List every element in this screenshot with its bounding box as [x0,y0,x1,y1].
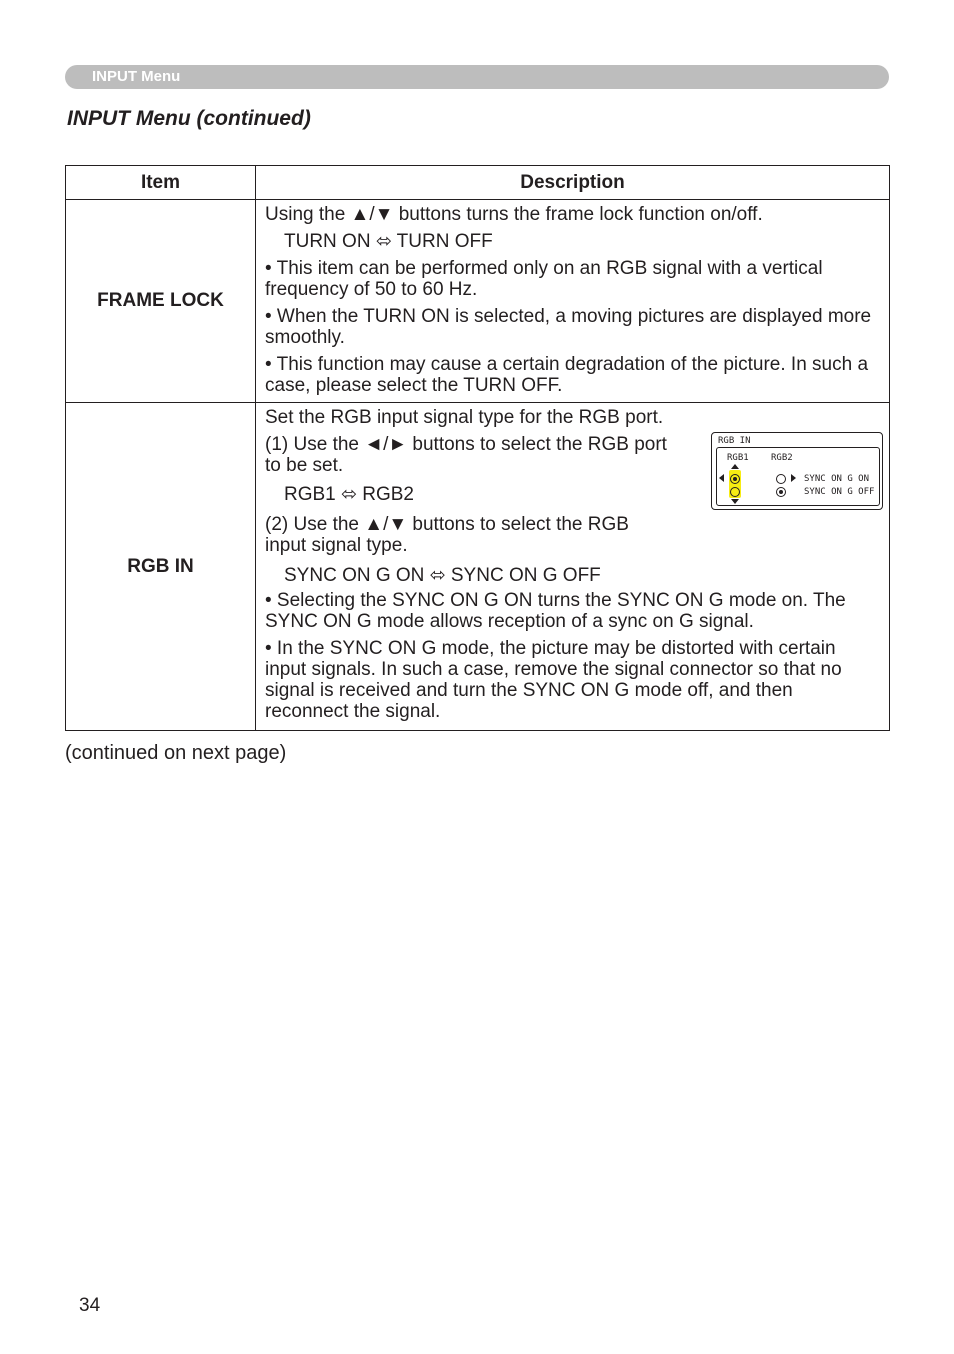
column-header-item: Item [66,166,256,200]
item-description-frame-lock [256,200,890,403]
page-title: INPUT Menu (continued) [67,107,311,130]
table-row-rgb-in [66,403,890,731]
osd-rgb1-label: RGB1 [727,453,749,463]
rgb-in-step-1: (1) Use the ◄/► buttons to select the RGB port to be set. [265,434,667,476]
rgb-in-step-2: (2) Use the ▲/▼ buttons to select the RGB input signal type. [265,514,629,556]
osd-up-arrow-icon [731,464,739,469]
osd-right-arrow-icon [791,474,796,482]
rgb-in-step-2-options: SYNC ON G ON ⬄ SYNC ON G OFF [284,565,601,586]
osd-rgb1-sync-off-radio-icon [730,487,740,497]
page-number: 34 [79,1295,101,1316]
rgb-in-content [265,407,881,722]
column-header-description: Description [256,166,890,200]
osd-down-arrow-icon [731,499,739,504]
osd-sync-on-label: SYNC ON G ON [804,474,870,484]
frame-lock-bullet-1: • This item can be performed only on an RGB signal with a vertical frequency of 50 to 60 Hz. [265,258,823,300]
description-table [65,165,890,731]
item-name-frame-lock: FRAME LOCK [66,200,256,403]
frame-lock-bullet-2: • When the TURN ON is selected, a moving pictures are displayed more smoothly. [265,306,872,348]
rgb-in-step-1-options: RGB1 ⬄ RGB2 [284,484,414,505]
rgb-in-osd-menu [711,432,883,510]
rgb-in-bullet-1: • Selecting the SYNC ON G ON turns the SYNC ON G mode on. The SYNC ON G mode allows reception of a sync on G signal. [265,590,846,632]
rgb-in-intro: Set the RGB input signal type for the RGB port. [265,407,664,428]
item-description-rgb-in [256,403,890,731]
osd-rgb2-label: RGB2 [771,453,793,463]
osd-rgb1-sync-on-radio-icon [730,474,740,484]
item-name-rgb-in: RGB IN [66,403,256,731]
osd-left-arrow-icon [719,474,724,482]
frame-lock-options: TURN ON ⬄ TURN OFF [284,231,493,252]
frame-lock-bullet-3: • This function may cause a certain degradation of the picture. In such a case, please select the TURN OFF. [265,354,869,396]
frame-lock-intro: Using the ▲/▼ buttons turns the frame lock function on/off. [265,204,763,225]
continued-note: (continued on next page) [65,742,287,764]
osd-rgb2-sync-off-radio-icon [776,487,786,497]
rgb-in-bullet-2: • In the SYNC ON G mode, the picture may be distorted with certain input signals. In such a case, remove the signal connector so that no signal is received and turn the SYNC ON G mode off, and then reconnect the signal. [265,638,842,722]
section-header-label: INPUT Menu [92,68,181,85]
osd-title: RGB IN [718,436,751,446]
osd-panel [716,447,880,506]
osd-sync-off-label: SYNC ON G OFF [804,487,875,497]
osd-rgb2-sync-on-radio-icon [776,474,786,484]
rgb-in-steps [265,434,675,586]
table-header-row [66,166,890,200]
table-row-frame-lock [66,200,890,403]
section-header-bar [65,65,889,89]
